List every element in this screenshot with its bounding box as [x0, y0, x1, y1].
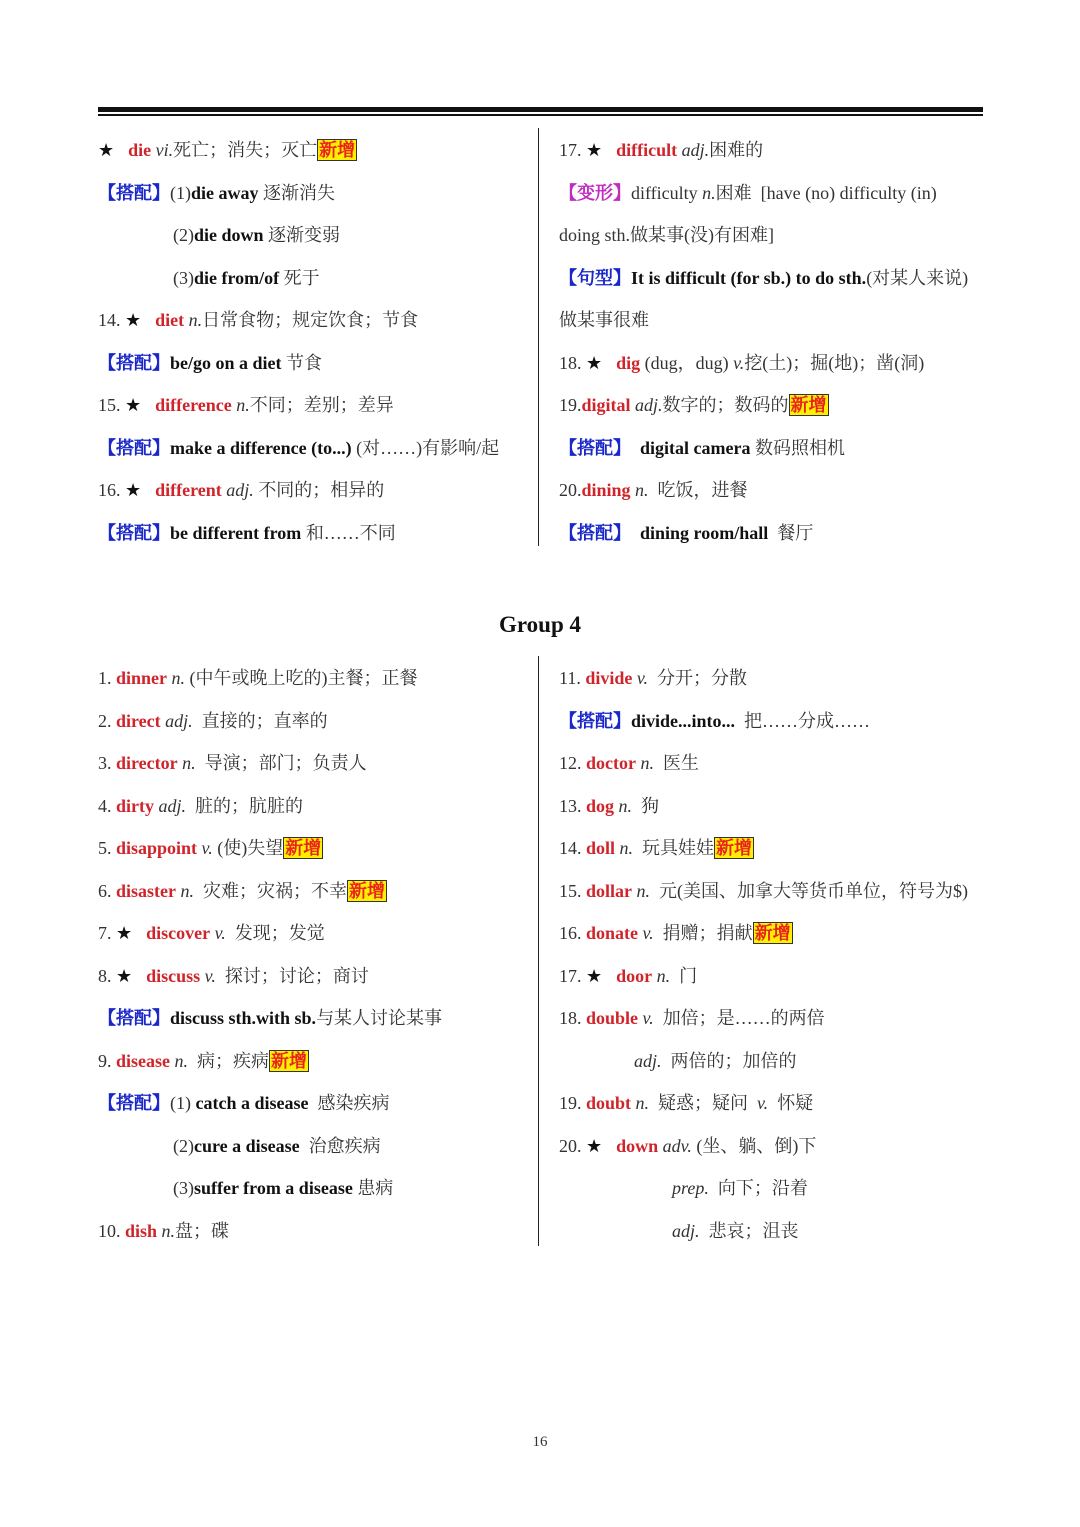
phrase: discuss sth.with sb.: [170, 1008, 317, 1028]
headword: director: [116, 753, 178, 773]
entry-line: [98, 427, 499, 470]
headword: disappoint: [116, 838, 198, 858]
entry-line: [98, 657, 442, 700]
text: difficulty: [631, 182, 703, 203]
text: 死于: [279, 267, 320, 288]
text: 11.: [559, 668, 586, 688]
phrase: digital camera: [631, 437, 751, 458]
part-of-speech: v.: [210, 923, 226, 943]
entry-line: [559, 997, 968, 1040]
entry-line: [98, 214, 499, 257]
entry-line: [559, 1040, 968, 1083]
text: 数字的；数码的: [662, 395, 789, 415]
entry-line: [98, 997, 442, 1040]
part-of-speech: vi.: [151, 140, 174, 160]
collocation-tag: 【搭配】: [559, 437, 631, 458]
text: 吃饭，进餐: [648, 480, 748, 500]
star-icon: ★: [116, 965, 133, 986]
text: 把……分成……: [735, 710, 871, 731]
text: 分开；分散: [648, 668, 748, 688]
entry-line: [98, 299, 499, 342]
part-of-speech: n.: [176, 880, 194, 901]
text: 捐赠；捐献: [653, 923, 753, 943]
entry-line: [559, 299, 968, 342]
variant-tag: 【变形】: [559, 182, 631, 203]
text: 元(美国、加拿大等货币单位，符号为$): [650, 880, 969, 901]
headword: dog: [586, 795, 615, 816]
part-of-speech: v.: [638, 923, 654, 943]
column-divider: [538, 656, 539, 1246]
text: 困难 [have (no) difficulty (in): [715, 182, 937, 203]
star-icon: ★: [586, 352, 603, 373]
new-badge: 新增: [271, 1050, 307, 1071]
text: 10.: [98, 1220, 125, 1241]
group-title: Group 4: [498, 612, 582, 637]
entry-line: [98, 1125, 442, 1168]
collocation-tag: 【搭配】: [559, 710, 631, 731]
collocation-tag: 【搭配】: [98, 1008, 170, 1028]
phrase: make a difference (to...): [170, 437, 352, 458]
part-of-speech: v.: [638, 1008, 654, 1028]
new-badge: 新增: [754, 923, 791, 943]
headword: discuss: [146, 965, 201, 986]
entry-line: [98, 1040, 442, 1083]
star-icon: ★: [125, 395, 142, 415]
headword: divide: [585, 668, 633, 688]
entry-line: [559, 955, 968, 998]
headword: difficult: [616, 140, 678, 160]
part-of-speech: adj.: [630, 395, 663, 415]
text: 医生: [653, 753, 699, 773]
text: (1): [170, 1093, 196, 1113]
entry-line: [98, 1167, 442, 1210]
text: (对……)有影响/起: [351, 437, 500, 458]
entry-line: [559, 257, 968, 300]
star-icon: ★: [125, 480, 142, 500]
text: 加倍；是……的两倍: [653, 1008, 825, 1028]
headword: donate: [586, 923, 639, 943]
text: 做某事很难: [559, 310, 649, 330]
part-of-speech: n.: [615, 838, 634, 858]
entry-line: [98, 912, 442, 955]
text: (对某人来说): [866, 267, 969, 288]
phrase: dining room/hall: [631, 522, 769, 543]
text: (dug，dug): [640, 352, 734, 373]
part-of-speech: adj.: [634, 1050, 662, 1071]
entry-line: [559, 700, 968, 743]
phrase: die down: [194, 225, 264, 245]
entry-line: [98, 257, 499, 300]
part-of-speech: prep.: [672, 1178, 709, 1198]
part-of-speech: n.: [635, 753, 654, 773]
part-of-speech: v.: [733, 352, 745, 373]
text: 不同；差别；差异: [249, 395, 394, 415]
text: 17.: [559, 965, 586, 986]
text: 13.: [559, 795, 586, 816]
headword: doctor: [586, 753, 636, 773]
entry-line: [559, 1082, 968, 1125]
text: (2): [173, 1135, 194, 1156]
collocation-tag: 【搭配】: [98, 1093, 170, 1113]
part-of-speech: v.: [757, 1093, 769, 1113]
text: 节食: [281, 352, 323, 373]
text: 直接的；直率的: [192, 710, 328, 731]
headword: disaster: [116, 880, 176, 901]
text: (使)失望: [212, 838, 284, 858]
text: 与某人讨论某事: [316, 1008, 443, 1028]
text: 1.: [98, 668, 116, 688]
part-of-speech: v.: [197, 838, 213, 858]
text: 5.: [98, 838, 116, 858]
part-of-speech: n.: [630, 480, 649, 500]
headword: double: [586, 1008, 639, 1028]
part-of-speech: n.: [631, 1093, 650, 1113]
part-of-speech: n.: [170, 1050, 188, 1071]
part-of-speech: n.: [167, 668, 186, 688]
headword: digital: [581, 395, 631, 415]
phrase: suffer from a disease: [194, 1178, 353, 1198]
text: 导演；部门；负责人: [195, 753, 367, 773]
star-icon: ★: [586, 965, 603, 986]
entry-line: [98, 700, 442, 743]
headword: difference: [155, 395, 232, 415]
text: 3.: [98, 753, 116, 773]
part-of-speech: n.: [632, 880, 651, 901]
text: 狗: [632, 795, 660, 816]
entry-line: [559, 912, 968, 955]
part-of-speech: v.: [632, 668, 649, 688]
text: 脏的；肮脏的: [186, 795, 304, 816]
text: 7.: [98, 923, 116, 943]
headword: dollar: [586, 880, 633, 901]
entry-line: [98, 955, 442, 998]
text: 逐渐消失: [258, 182, 335, 203]
phrase: die from/of: [194, 267, 280, 288]
text: 向下；沿着: [708, 1178, 808, 1198]
entry-line: [98, 827, 442, 870]
collocation-tag: 【搭配】: [98, 182, 170, 203]
text: 患病: [352, 1178, 394, 1198]
headword: dish: [125, 1220, 158, 1241]
part-of-speech: n.: [702, 182, 716, 203]
text: (1): [170, 182, 191, 203]
headword: disease: [116, 1050, 170, 1071]
text: doing sth.做某事(没)有困难]: [559, 225, 774, 245]
text: 18.: [559, 1008, 586, 1028]
phrase: be/go on a diet: [170, 352, 282, 373]
entry-line: [559, 512, 968, 555]
part-of-speech: n.: [614, 795, 633, 816]
text: 探讨；讨论；商讨: [215, 965, 369, 986]
text: 门: [670, 965, 698, 986]
new-badge: 新增: [349, 880, 385, 901]
part-of-speech: n.: [157, 1220, 176, 1241]
section2-right-column: [559, 657, 968, 1252]
entry-line: [98, 870, 442, 913]
entry-line: [98, 785, 442, 828]
text: 挖(土)；掘(地)；凿(洞): [744, 352, 925, 373]
entry-line: [559, 742, 968, 785]
text: 疑惑；疑问: [649, 1093, 758, 1113]
headword: dinner: [116, 668, 168, 688]
entry-line: [98, 129, 499, 172]
part-of-speech: n.: [177, 753, 196, 773]
text: 20.: [559, 480, 582, 500]
text: 9.: [98, 1050, 116, 1071]
text: 18.: [559, 352, 586, 373]
entry-line: [559, 384, 968, 427]
entry-line: [559, 214, 968, 257]
text: 餐厅: [768, 522, 814, 543]
headword: diet: [155, 310, 185, 330]
entry-line: [559, 342, 968, 385]
entry-line: [559, 1210, 968, 1253]
headword: down: [616, 1135, 659, 1156]
entry-line: [559, 427, 968, 470]
star-icon: ★: [116, 923, 133, 943]
star-icon: ★: [586, 140, 603, 160]
header-rule-thick: [98, 107, 983, 112]
text: (2): [173, 225, 194, 245]
part-of-speech: adj.: [154, 795, 187, 816]
headword: discover: [146, 923, 211, 943]
section1-left-column: [98, 129, 499, 554]
header-rule-thin: [98, 114, 983, 116]
part-of-speech: adj.: [160, 710, 193, 731]
text: 感染疾病: [308, 1093, 390, 1113]
collocation-tag: 【搭配】: [559, 522, 631, 543]
text: 15.: [559, 880, 586, 901]
text: 两倍的；加倍的: [661, 1050, 797, 1071]
entry-line: [559, 469, 968, 512]
part-of-speech: n.: [184, 310, 203, 330]
entry-line: [98, 172, 499, 215]
text: 6.: [98, 880, 116, 901]
headword: dirty: [116, 795, 154, 816]
text: 17.: [559, 140, 586, 160]
text: 14.: [559, 838, 586, 858]
text: 数码照相机: [750, 437, 845, 458]
headword: die: [128, 140, 152, 160]
part-of-speech: adj.: [677, 140, 710, 160]
entry-line: [98, 512, 499, 555]
entry-line: [98, 1210, 442, 1253]
headword: different: [155, 480, 222, 500]
new-badge: 新增: [790, 395, 827, 415]
part-of-speech: n.: [652, 965, 671, 986]
part-of-speech: n.: [231, 395, 250, 415]
phrase: cure a disease: [194, 1135, 300, 1156]
entry-line: [559, 1167, 968, 1210]
part-of-speech: adv.: [658, 1135, 692, 1156]
text: 玩具娃娃: [633, 838, 715, 858]
section1-right-column: [559, 129, 968, 554]
entry-line: [98, 742, 442, 785]
entry-line: [98, 342, 499, 385]
headword: dining: [581, 480, 631, 500]
headword: direct: [116, 710, 161, 731]
text: (3): [173, 267, 194, 288]
text: 16.: [98, 480, 125, 500]
entry-line: [98, 384, 499, 427]
phrase: It is difficult (for sb.) to do sth.: [631, 267, 867, 288]
collocation-tag: 【搭配】: [98, 522, 170, 543]
text: 发现；发觉: [225, 923, 325, 943]
text: 14.: [98, 310, 125, 330]
collocation-tag: 【句型】: [559, 267, 631, 288]
text: 困难的: [709, 140, 764, 160]
headword: doubt: [586, 1093, 632, 1113]
text: 16.: [559, 923, 586, 943]
text: 19.: [559, 395, 582, 415]
part-of-speech: adj.: [221, 480, 254, 500]
text: 19.: [559, 1093, 586, 1113]
text: 悲哀；沮丧: [699, 1220, 799, 1241]
entry-line: [559, 870, 968, 913]
text: 12.: [559, 753, 586, 773]
new-badge: 新增: [285, 838, 322, 858]
entry-line: [559, 172, 968, 215]
part-of-speech: adj.: [672, 1220, 700, 1241]
text: 盘；碟: [175, 1220, 230, 1241]
column-divider: [538, 128, 539, 546]
text: 20.: [559, 1135, 586, 1156]
text: 日常食物；规定饮食；节食: [202, 310, 419, 330]
text: (中午或晚上吃的)主餐；正餐: [185, 668, 418, 688]
phrase: divide...into...: [631, 710, 736, 731]
phrase: die away: [191, 182, 259, 203]
headword: door: [616, 965, 653, 986]
headword: doll: [586, 838, 616, 858]
text: (3): [173, 1178, 194, 1198]
part-of-speech: v.: [200, 965, 216, 986]
text: 15.: [98, 395, 125, 415]
phrase: be different from: [170, 522, 302, 543]
entry-line: [559, 785, 968, 828]
star-icon: ★: [125, 310, 142, 330]
text: 死亡；消失；灭亡: [173, 140, 318, 160]
text: 病；疾病: [188, 1050, 269, 1071]
text: 怀疑: [768, 1093, 814, 1113]
text: 不同的；相异的: [253, 480, 385, 500]
entry-line: [559, 827, 968, 870]
headword: dig: [616, 352, 641, 373]
text: 灾难；灾祸；不幸: [194, 880, 347, 901]
collocation-tag: 【搭配】: [98, 352, 170, 373]
text: 8.: [98, 965, 116, 986]
star-icon: ★: [98, 140, 115, 160]
section2-left-column: [98, 657, 442, 1252]
text: 4.: [98, 795, 116, 816]
page-number: 16: [532, 1434, 548, 1450]
entry-line: [559, 1125, 968, 1168]
new-badge: 新增: [716, 838, 753, 858]
phrase: catch a disease: [195, 1093, 309, 1113]
new-badge: 新增: [319, 140, 356, 160]
entry-line: [98, 1082, 442, 1125]
star-icon: ★: [586, 1135, 603, 1156]
text: 和……不同: [301, 522, 396, 543]
entry-line: [559, 657, 968, 700]
text: 逐渐变弱: [263, 225, 341, 245]
entry-line: [559, 129, 968, 172]
text: (坐、躺、倒)下: [691, 1135, 817, 1156]
text: 治愈疾病: [299, 1135, 381, 1156]
collocation-tag: 【搭配】: [98, 437, 170, 458]
entry-line: [98, 469, 499, 512]
text: 2.: [98, 710, 116, 731]
